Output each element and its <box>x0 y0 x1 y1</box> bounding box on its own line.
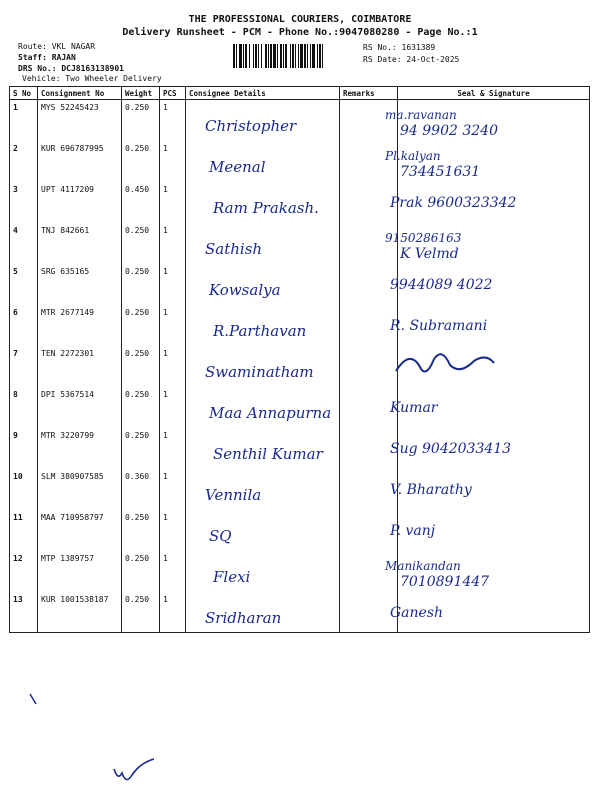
weight-cell: 0.250 <box>122 264 160 305</box>
seal-handwriting: 7010891447 <box>400 574 490 590</box>
consignee-handwriting: Swaminatham <box>205 363 314 381</box>
seal-handwriting-top: Pl.kalyan <box>385 149 441 163</box>
consignee-cell <box>186 551 340 592</box>
consignment-cell: MTR 3220799 <box>38 428 122 469</box>
table-row <box>10 592 590 633</box>
consignee-handwriting: Senthil Kumar <box>213 445 323 463</box>
route-label: Route: VKL NAGAR <box>18 42 96 51</box>
seal-handwriting: Prak 9600323342 <box>390 195 517 211</box>
pcs-cell: 1 <box>160 469 186 510</box>
seal-handwriting-top: Manikandan <box>385 559 461 573</box>
remarks-cell <box>340 264 398 305</box>
table-row <box>10 223 590 264</box>
serial-cell: 7 <box>10 346 38 387</box>
seal-handwriting: R. Subramani <box>390 318 488 334</box>
consignee-handwriting: Christopher <box>205 117 297 135</box>
serial-cell: 9 <box>10 428 38 469</box>
pcs-cell: 1 <box>160 223 186 264</box>
remarks-cell <box>340 346 398 387</box>
weight-cell: 0.250 <box>122 346 160 387</box>
weight-cell: 0.250 <box>122 223 160 264</box>
serial-cell: 3 <box>10 182 38 223</box>
consignee-handwriting: Maa Annapurna <box>209 404 332 422</box>
serial-cell: 11 <box>10 510 38 551</box>
remarks-cell <box>340 428 398 469</box>
signature-scrawl <box>390 345 500 381</box>
pcs-cell: 1 <box>160 551 186 592</box>
consignment-cell: MYS 52245423 <box>38 100 122 142</box>
pcs-cell: 1 <box>160 428 186 469</box>
seal-handwriting: P. vanj <box>390 523 436 539</box>
table-row <box>10 141 590 182</box>
consignee-handwriting: Vennila <box>205 486 262 504</box>
consignment-cell: TEN 2272301 <box>38 346 122 387</box>
pen-scribble <box>110 755 170 795</box>
weight-cell: 0.250 <box>122 551 160 592</box>
drs-number: DRS No.: DCJ8163138901 <box>18 64 124 73</box>
remarks-cell <box>340 469 398 510</box>
seal-handwriting: Kumar <box>390 400 438 416</box>
remarks-cell <box>340 387 398 428</box>
col-header-consignee: Consignee Details <box>186 87 340 100</box>
col-header-remarks: Remarks <box>340 87 398 100</box>
weight-cell: 0.250 <box>122 305 160 346</box>
seal-handwriting: Sug 9042033413 <box>390 441 512 457</box>
pcs-cell: 1 <box>160 510 186 551</box>
seal-handwriting: K Velmd <box>400 246 459 262</box>
weight-cell: 0.250 <box>122 141 160 182</box>
company-title: THE PROFESSIONAL COURIERS, COIMBATORE <box>188 14 412 25</box>
consignment-cell: MAA 710958797 <box>38 510 122 551</box>
serial-cell: 13 <box>10 592 38 633</box>
vehicle-label: Vehicle: Two Wheeler Delivery <box>22 74 162 83</box>
serial-cell: 2 <box>10 141 38 182</box>
consignment-cell: KUR 1001538187 <box>38 592 122 633</box>
runsheet-table <box>9 86 590 633</box>
seal-handwriting-top: 9150286163 <box>385 231 462 245</box>
pcs-cell: 1 <box>160 264 186 305</box>
serial-cell: 12 <box>10 551 38 592</box>
consignment-cell: MTR 2677149 <box>38 305 122 346</box>
weight-cell: 0.450 <box>122 182 160 223</box>
consignee-handwriting: R.Parthavan <box>213 322 307 340</box>
pcs-cell: 1 <box>160 592 186 633</box>
consignment-cell: MTP 1389757 <box>38 551 122 592</box>
pcs-cell: 1 <box>160 387 186 428</box>
consignee-handwriting: Ram Prakash. <box>213 199 319 217</box>
seal-handwriting: Ganesh <box>390 605 444 621</box>
table-row <box>10 551 590 592</box>
consignee-handwriting: Flexi <box>213 568 251 586</box>
weight-cell: 0.250 <box>122 592 160 633</box>
table-header-row <box>10 87 590 100</box>
barcode <box>233 44 357 68</box>
serial-cell: 4 <box>10 223 38 264</box>
serial-cell: 10 <box>10 469 38 510</box>
pcs-cell: 1 <box>160 346 186 387</box>
consignment-cell: SRG 635165 <box>38 264 122 305</box>
remarks-cell <box>340 510 398 551</box>
consignment-cell: KUR 696787995 <box>38 141 122 182</box>
serial-cell: 8 <box>10 387 38 428</box>
consignment-cell: SLM 380907585 <box>38 469 122 510</box>
rs-date: RS Date: 24-Oct-2025 <box>363 55 460 64</box>
staff-label: Staff: RAJAN <box>18 53 76 62</box>
seal-handwriting-top: ma.ravanan <box>385 108 457 122</box>
consignee-handwriting: Sridharan <box>205 609 282 627</box>
col-header-pcs: PCS <box>160 87 186 100</box>
pcs-cell: 1 <box>160 100 186 142</box>
remarks-cell <box>340 182 398 223</box>
weight-cell: 0.250 <box>122 387 160 428</box>
serial-cell: 1 <box>10 100 38 142</box>
remarks-cell <box>340 305 398 346</box>
consignee-handwriting: SQ <box>209 527 232 545</box>
col-header-sno: S No <box>10 87 38 100</box>
consignee-handwriting: Kowsalya <box>209 281 281 299</box>
seal-handwriting: 9944089 4022 <box>390 277 493 293</box>
weight-cell: 0.250 <box>122 428 160 469</box>
weight-cell: 0.250 <box>122 510 160 551</box>
consignee-handwriting: Meenal <box>209 158 266 176</box>
pcs-cell: 1 <box>160 182 186 223</box>
rs-number: RS No.: 1631389 <box>363 43 436 52</box>
seal-handwriting: V. Bharathy <box>390 482 472 498</box>
col-header-seal: Seal & Signature <box>398 87 590 100</box>
consignee-handwriting: Sathish <box>205 240 263 258</box>
serial-cell: 6 <box>10 305 38 346</box>
consignment-cell: UPT 4117209 <box>38 182 122 223</box>
consignment-cell: DPI 5367514 <box>38 387 122 428</box>
remarks-cell <box>340 592 398 633</box>
serial-cell: 5 <box>10 264 38 305</box>
pcs-cell: 1 <box>160 305 186 346</box>
table-row <box>10 510 590 551</box>
seal-handwriting: 734451631 <box>400 164 481 180</box>
consignment-cell: TNJ 842661 <box>38 223 122 264</box>
col-header-consignment: Consignment No <box>38 87 122 100</box>
weight-cell: 0.250 <box>122 100 160 142</box>
pcs-cell: 1 <box>160 141 186 182</box>
col-header-weight: Weight <box>122 87 160 100</box>
runsheet-subtitle: Delivery Runsheet - PCM - Phone No.:9047080280 - Page No.:1 <box>122 27 478 38</box>
table-row <box>10 264 590 305</box>
weight-cell: 0.360 <box>122 469 160 510</box>
pen-mark <box>20 690 50 720</box>
seal-handwriting: 94 9902 3240 <box>400 123 498 139</box>
table-row <box>10 100 590 142</box>
table-row <box>10 469 590 510</box>
